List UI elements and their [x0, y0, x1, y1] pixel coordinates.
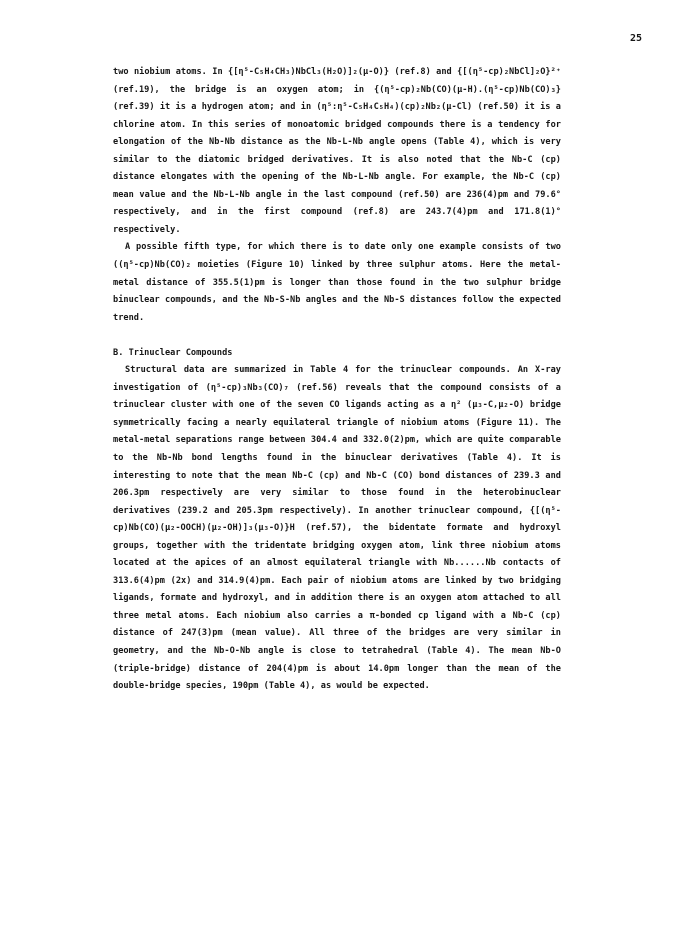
section-gap: [113, 327, 561, 345]
page-body: [113, 64, 561, 696]
paragraph-fifth-type: A possible fifth type, for which there is to date only one example consists of two ((η⁵-cp)Nb(CO)₂ moieties (Figure 10) linked by three sulphur atoms. Here the metal-metal distance of 355.5(1)pm is longer than those found in the two sulphur bridge binuclear compounds, and the Nb-S-Nb angles and the Nb-S distances follow the expected trend.: [113, 242, 561, 323]
paragraph-trinuclear: Structural data are summarized in Table 4 for the trinuclear compounds. An X-ray investigation of (η⁵-cp)₃Nb₃(CO)₇ (ref.56) reveals that the compound consists of a trinuclear cluster with one of the seven CO ligands acting as a η² (μ₃-C,μ₂-O) bridge symmetrically facing a nearly equilateral triangle of niobium atoms (Figure 11). The metal-metal separations range between 304.4 and 332.0(2)pm, which are quite comparable to the Nb-Nb bond lengths found in the binuclear derivatives (Table 4). It is interesting to note that the mean Nb-C (cp) and Nb-C (CO) bond distances of 239.3 and 206.3pm respectively are very similar to those found in the heterobinuclear derivatives (239.2 and 205.3pm respectively). In another trinuclear compound, {[(η⁵-cp)Nb(CO)(μ₂-OOCH)(μ₂-OH)]₃(μ₃-O)}H (ref.57), the bidentate formate and hydroxyl groups, together with the tridentate bridging oxygen atom, link three niobium atoms located at the apices of an almost equilateral triangle with Nb......Nb contacts of 313.6(4)pm (2x) and 314.9(4)pm. Each pair of niobium atoms are linked by two bridging ligands, formate and hydroxyl, and in addition there is an oxygen atom attached to all three metal atoms. Each niobium also carries a π-bonded cp ligand with a Nb-C (cp) distance of 247(3)pm (mean value). All three of the bridges are very similar in geometry, and the Nb-O-Nb angle is close to tetrahedral (Table 4). The mean Nb-O (triple-bridge) distance of 204(4)pm is about 14.0pm longer than the mean of the double-bridge species, 190pm (Table 4), as would be expected.: [113, 365, 561, 692]
page-number: 25: [630, 33, 643, 44]
section-heading: B. Trinuclear Compounds: [113, 347, 233, 358]
paragraph-monoatomic-bridges: two niobium atoms. In {[η⁵-C₅H₄CH₃)NbCl₃(H₂O)]₂(μ-O)} (ref.8) and {[(η⁵-cp)₂NbCl]₂O}²⁺ (ref.19), the bridge is an oxygen atom; in {(η⁵-cp)₂Nb(CO)(μ-H).(η⁵-cp)Nb(CO)₃} (ref.39) it is a hydrogen atom; and in (η⁵:η⁵-C₅H₄C₅H₄)(cp)₂Nb₂(μ-Cl) (ref.50) it is a chlorine atom. In this series of monoatomic bridged compounds there is a tendency for elongation of the Nb-Nb distance as the Nb-L-Nb angle opens (Table 4), which is very similar to the diatomic bridged derivatives. It is also noted that the Nb-C (cp) distance elongates with the opening of the Nb-L-Nb angle. For example, the Nb-C (cp) mean value and the Nb-L-Nb angle in the last compound (ref.50) are 236(4)pm and 79.6° respectively, and in the first compound (ref.8) are 243.7(4)pm and 171.8(1)° respectively.: [113, 67, 561, 235]
